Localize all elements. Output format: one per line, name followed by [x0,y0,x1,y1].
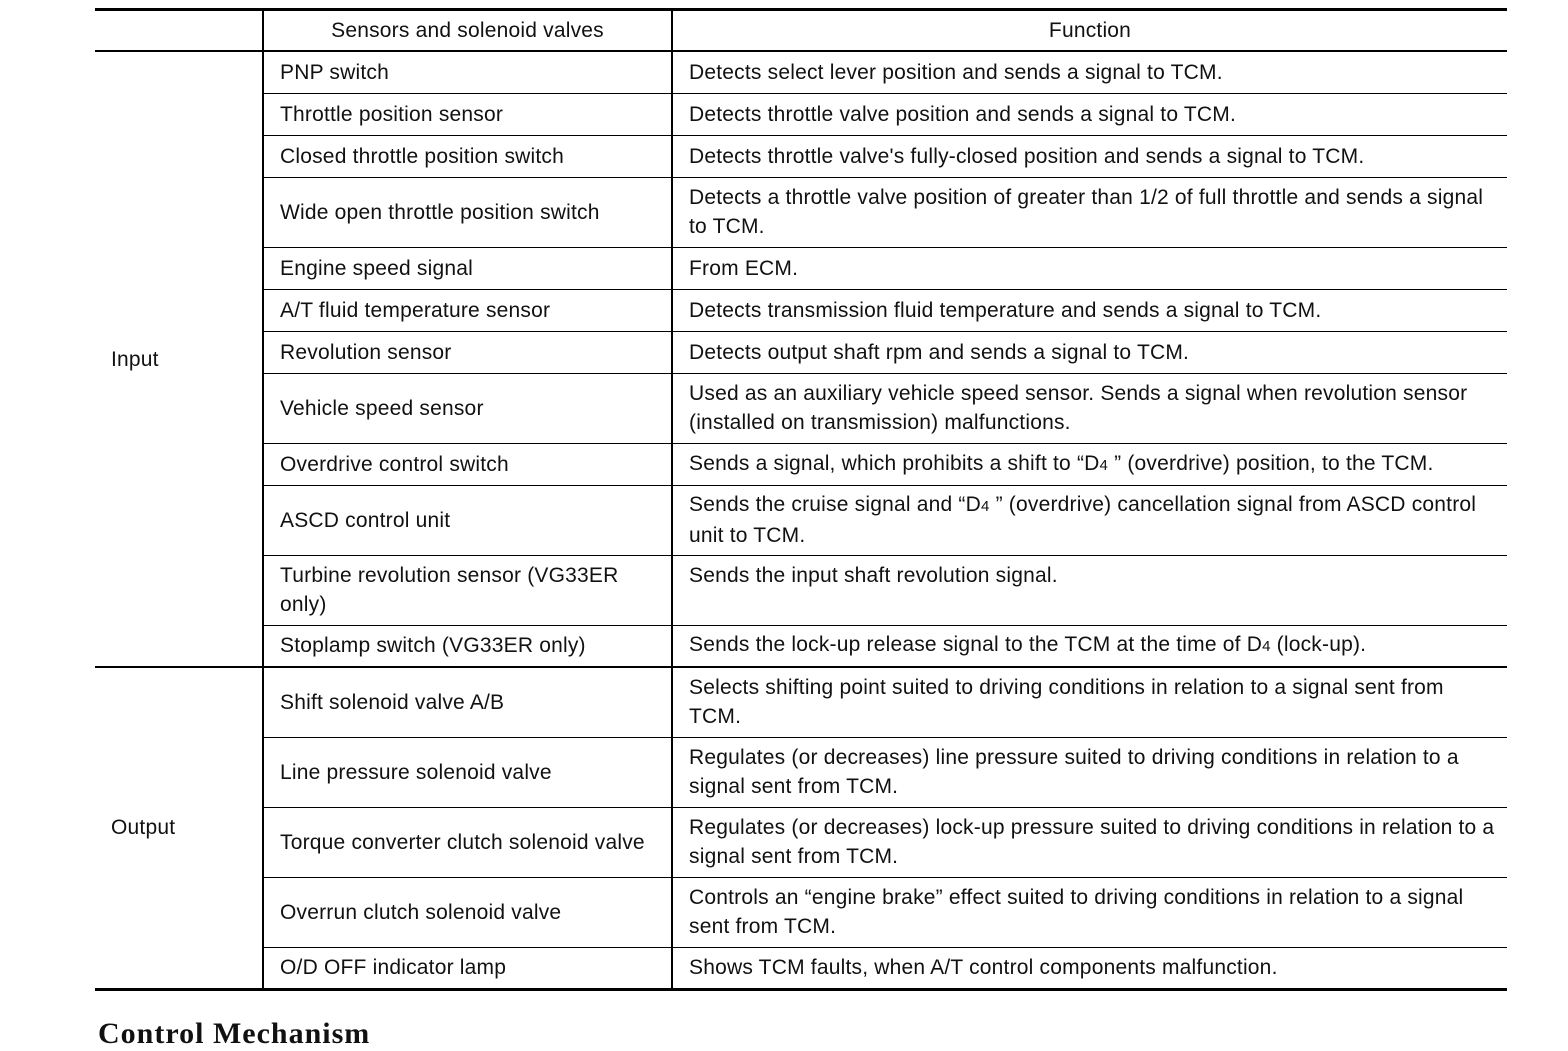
table-row [95,247,1507,289]
device-cell: Stoplamp switch (VG33ER only) [263,625,672,667]
table-row [95,331,1507,373]
function-cell: Shows TCM faults, when A/T control components malfunction. [672,947,1507,989]
function-text: ” (overdrive) cancellation signal from ASCD control unit to TCM. [689,493,1477,547]
d4-subscript: 4 [981,498,990,515]
device-cell: Turbine revolution sensor (VG33ER only) [263,555,672,625]
function-cell: Detects output shaft rpm and sends a signal to TCM. [672,331,1507,373]
function-cell: Detects a throttle valve position of greater than 1/2 of full throttle and sends a signal to TCM. [672,177,1507,247]
function-cell: From ECM. [672,247,1507,289]
table-row [95,135,1507,177]
table-row [95,625,1507,667]
table-row [95,947,1507,989]
function-text: (lock-up). [1270,633,1367,657]
function-cell: Used as an auxiliary vehicle speed sensor. Sends a signal when revolution sensor (installed on transmission) malfunctions. [672,373,1507,443]
table-row [95,555,1507,625]
function-text: Sends the cruise signal and “D [689,493,981,516]
function-cell: Sends the input shaft revolution signal. [672,555,1507,625]
function-cell [672,485,1507,555]
table-row [95,485,1507,555]
function-cell: Detects throttle valve position and sends a signal to TCM. [672,93,1507,135]
table-header-row [95,10,1507,52]
category-output: Output [95,667,263,989]
sensors-function-table [95,8,1507,991]
function-cell: Selects shifting point suited to driving conditions in relation to a signal sent from TCM. [672,667,1507,737]
function-cell: Controls an “engine brake” effect suited to driving conditions in relation to a signal sent from TCM. [672,877,1507,947]
device-cell: Torque converter clutch solenoid valve [263,807,672,877]
function-cell: Detects throttle valve's fully-closed position and sends a signal to TCM. [672,135,1507,177]
table-row [95,289,1507,331]
device-cell: A/T fluid temperature sensor [263,289,672,331]
function-cell: Regulates (or decreases) lock-up pressure suited to driving conditions in relation to a signal sent from TCM. [672,807,1507,877]
function-cell: Detects select lever position and sends a signal to TCM. [672,51,1507,93]
device-cell: Overdrive control switch [263,443,672,485]
function-text: ” (overdrive) position, to the TCM. [1108,451,1434,475]
device-cell: Engine speed signal [263,247,672,289]
device-cell: Shift solenoid valve A/B [263,667,672,737]
function-cell [672,443,1507,485]
header-function: Function [672,10,1507,52]
table-row [95,737,1507,807]
next-section-heading-text: Control Mechanism [98,1017,371,1050]
table-row [95,373,1507,443]
table-row [95,877,1507,947]
function-text: Sends a signal, which prohibits a shift to “D [689,451,1100,475]
device-cell: PNP switch [263,51,672,93]
device-cell: Revolution sensor [263,331,672,373]
device-cell: Wide open throttle position switch [263,177,672,247]
table-row [95,177,1507,247]
table-row [95,51,1507,93]
table-row [95,443,1507,485]
device-cell: Closed throttle position switch [263,135,672,177]
device-cell: ASCD control unit [263,485,672,555]
device-cell: Overrun clutch solenoid valve [263,877,672,947]
device-cell: O/D OFF indicator lamp [263,947,672,989]
function-cell: Regulates (or decreases) line pressure suited to driving conditions in relation to a signal sent from TCM. [672,737,1507,807]
function-cell [672,625,1507,667]
function-cell: Detects transmission fluid temperature and sends a signal to TCM. [672,289,1507,331]
table-row [95,807,1507,877]
function-text: Sends the lock-up release signal to the TCM at the time of D [689,633,1263,657]
d4-subscript: 4 [1262,638,1271,656]
device-cell: Line pressure solenoid valve [263,737,672,807]
header-sensors-and-solenoid-valves: Sensors and solenoid valves [263,10,672,52]
d4-subscript: 4 [1099,456,1109,474]
header-category [95,10,263,52]
table-row [95,93,1507,135]
device-cell: Vehicle speed sensor [263,373,672,443]
table-row [95,667,1507,737]
category-input: Input [95,51,263,667]
next-section-heading-fragment [98,1017,398,1050]
device-cell: Throttle position sensor [263,93,672,135]
